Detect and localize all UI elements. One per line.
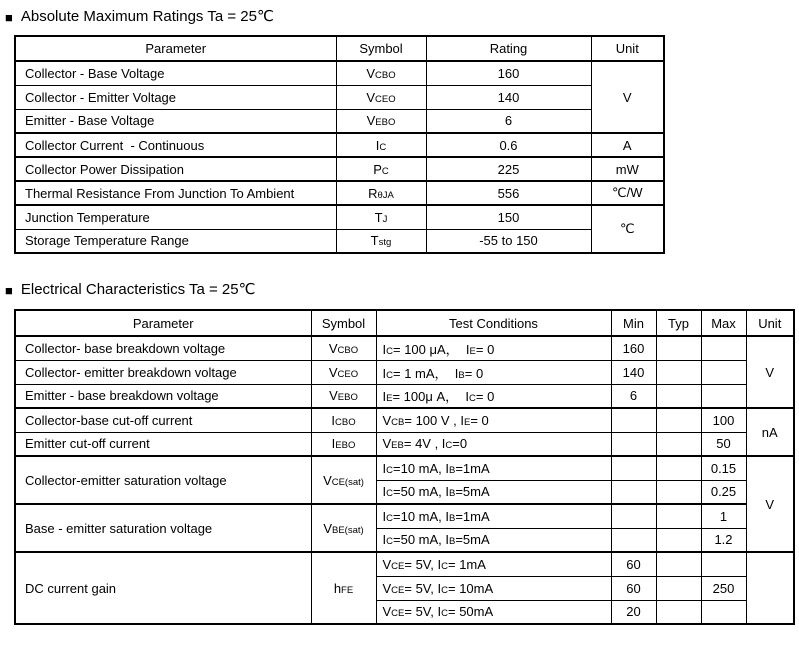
tc-cell: IC=50 mA, IB=5mA bbox=[376, 480, 611, 504]
min-cell: 20 bbox=[611, 600, 656, 624]
param-cell: Collector Current - Continuous bbox=[15, 133, 336, 157]
col-header-typ: Typ bbox=[656, 310, 701, 336]
square-bullet-icon: ■ bbox=[5, 282, 13, 298]
rating-cell: 160 bbox=[426, 61, 591, 85]
min-cell bbox=[611, 432, 656, 456]
rating-cell: 140 bbox=[426, 85, 591, 109]
unit-cell: V bbox=[591, 61, 664, 133]
tc-cell: VCE= 5V, IC= 1mA bbox=[376, 552, 611, 576]
typ-cell bbox=[656, 456, 701, 480]
param-cell: Collector - Base Voltage bbox=[15, 61, 336, 85]
symbol-cell: VEBO bbox=[311, 384, 376, 408]
col-header-test-conditions: Test Conditions bbox=[376, 310, 611, 336]
unit-cell: ℃/W bbox=[591, 181, 664, 205]
table-row bbox=[15, 384, 794, 408]
param-cell: Base - emitter saturation voltage bbox=[15, 504, 311, 552]
max-cell bbox=[701, 336, 746, 360]
typ-cell bbox=[656, 408, 701, 432]
tc-cell: VCE= 5V, IC= 10mA bbox=[376, 576, 611, 600]
tc-cell: IC= 1 mA， IB= 0 bbox=[376, 360, 611, 384]
param-cell: Collector Power Dissipation bbox=[15, 157, 336, 181]
unit-cell: V bbox=[746, 336, 794, 408]
col-header-min: Min bbox=[611, 310, 656, 336]
min-cell bbox=[611, 528, 656, 552]
col-header-unit: Unit bbox=[591, 36, 664, 61]
unit-cell: V bbox=[746, 456, 794, 552]
min-cell: 160 bbox=[611, 336, 656, 360]
col-header-symbol: Symbol bbox=[336, 36, 426, 61]
table-row bbox=[15, 336, 794, 360]
min-cell bbox=[611, 456, 656, 480]
typ-cell bbox=[656, 432, 701, 456]
symbol-cell: IC bbox=[336, 133, 426, 157]
unit-cell: nA bbox=[746, 408, 794, 456]
table-row bbox=[15, 432, 794, 456]
tc-cell: IE= 100μ A， IC= 0 bbox=[376, 384, 611, 408]
table-row bbox=[15, 85, 664, 109]
param-cell: Thermal Resistance From Junction To Ambient bbox=[15, 181, 336, 205]
table-row bbox=[15, 360, 794, 384]
typ-cell bbox=[656, 504, 701, 528]
max-cell: 50 bbox=[701, 432, 746, 456]
symbol-cell: IEBO bbox=[311, 432, 376, 456]
max-cell bbox=[701, 600, 746, 624]
max-cell bbox=[701, 552, 746, 576]
min-cell: 6 bbox=[611, 384, 656, 408]
tc-cell: VCE= 5V, IC= 50mA bbox=[376, 600, 611, 624]
rating-cell: 0.6 bbox=[426, 133, 591, 157]
table-row bbox=[15, 61, 664, 85]
min-cell: 60 bbox=[611, 576, 656, 600]
tc-cell: IC=10 mA, IB=1mA bbox=[376, 456, 611, 480]
table-row bbox=[15, 181, 664, 205]
min-cell: 140 bbox=[611, 360, 656, 384]
table-row bbox=[15, 504, 794, 528]
rating-cell: 150 bbox=[426, 205, 591, 229]
symbol-cell: TJ bbox=[336, 205, 426, 229]
param-cell: Emitter cut-off current bbox=[15, 432, 311, 456]
unit-cell: mW bbox=[591, 157, 664, 181]
min-cell bbox=[611, 504, 656, 528]
symbol-cell: RθJA bbox=[336, 181, 426, 205]
symbol-cell: VCBO bbox=[311, 336, 376, 360]
max-cell: 1 bbox=[701, 504, 746, 528]
symbol-cell: VCEO bbox=[311, 360, 376, 384]
param-cell: Junction Temperature bbox=[15, 205, 336, 229]
elec-char-section-title bbox=[5, 281, 799, 299]
typ-cell bbox=[656, 528, 701, 552]
table-row bbox=[15, 552, 794, 576]
rating-cell: 556 bbox=[426, 181, 591, 205]
min-cell bbox=[611, 408, 656, 432]
col-header-symbol: Symbol bbox=[311, 310, 376, 336]
max-cell: 100 bbox=[701, 408, 746, 432]
electrical-characteristics-table bbox=[14, 309, 795, 625]
col-header-parameter: Parameter bbox=[15, 310, 311, 336]
param-cell: DC current gain bbox=[15, 552, 311, 624]
symbol-cell: PC bbox=[336, 157, 426, 181]
max-cell bbox=[701, 360, 746, 384]
rating-cell: 6 bbox=[426, 109, 591, 133]
absolute-maximum-ratings-table bbox=[14, 35, 665, 254]
header-row bbox=[15, 36, 664, 61]
typ-cell bbox=[656, 552, 701, 576]
abs-max-title-text: Absolute Maximum Ratings Ta = 25℃ bbox=[20, 8, 274, 25]
param-cell: Storage Temperature Range bbox=[15, 229, 336, 253]
unit-cell: ℃ bbox=[591, 205, 664, 253]
tc-cell: VEB= 4V , IC=0 bbox=[376, 432, 611, 456]
tc-cell: IC=50 mA, IB=5mA bbox=[376, 528, 611, 552]
tc-cell: VCB= 100 V , IE= 0 bbox=[376, 408, 611, 432]
typ-cell bbox=[656, 360, 701, 384]
tc-cell: IC= 100 μA， IE= 0 bbox=[376, 336, 611, 360]
symbol-cell: VCEO bbox=[336, 85, 426, 109]
table-row bbox=[15, 229, 664, 253]
col-header-max: Max bbox=[701, 310, 746, 336]
table-row bbox=[15, 157, 664, 181]
elec-table-header bbox=[15, 310, 794, 336]
symbol-cell: VEBO bbox=[336, 109, 426, 133]
symbol-cell: VCBO bbox=[336, 61, 426, 85]
typ-cell bbox=[656, 336, 701, 360]
max-cell: 0.25 bbox=[701, 480, 746, 504]
max-cell: 0.15 bbox=[701, 456, 746, 480]
symbol-cell: VBE(sat) bbox=[311, 504, 376, 552]
symbol-cell: Tstg bbox=[336, 229, 426, 253]
col-header-parameter: Parameter bbox=[15, 36, 336, 61]
abs-max-section-title bbox=[5, 8, 799, 26]
header-row bbox=[15, 310, 794, 336]
typ-cell bbox=[656, 576, 701, 600]
min-cell bbox=[611, 480, 656, 504]
max-cell: 250 bbox=[701, 576, 746, 600]
table-row bbox=[15, 408, 794, 432]
col-header-unit: Unit bbox=[746, 310, 794, 336]
param-cell: Collector - Emitter Voltage bbox=[15, 85, 336, 109]
unit-cell bbox=[746, 552, 794, 624]
symbol-cell: VCE(sat) bbox=[311, 456, 376, 504]
col-header-rating: Rating bbox=[426, 36, 591, 61]
typ-cell bbox=[656, 600, 701, 624]
abs-table-header bbox=[15, 36, 664, 61]
param-cell: Collector- emitter breakdown voltage bbox=[15, 360, 311, 384]
symbol-cell: ICBO bbox=[311, 408, 376, 432]
typ-cell bbox=[656, 480, 701, 504]
rating-cell: 225 bbox=[426, 157, 591, 181]
max-cell bbox=[701, 384, 746, 408]
param-cell: Collector-base cut-off current bbox=[15, 408, 311, 432]
table-row bbox=[15, 456, 794, 480]
square-bullet-icon: ■ bbox=[5, 9, 13, 25]
elec-char-title-text: Electrical Characteristics Ta = 25℃ bbox=[20, 281, 256, 298]
param-cell: Collector-emitter saturation voltage bbox=[15, 456, 311, 504]
param-cell: Emitter - Base Voltage bbox=[15, 109, 336, 133]
typ-cell bbox=[656, 384, 701, 408]
symbol-cell: hFE bbox=[311, 552, 376, 624]
rating-cell: -55 to 150 bbox=[426, 229, 591, 253]
table-row bbox=[15, 109, 664, 133]
max-cell: 1.2 bbox=[701, 528, 746, 552]
unit-cell: A bbox=[591, 133, 664, 157]
tc-cell: IC=10 mA, IB=1mA bbox=[376, 504, 611, 528]
table-row bbox=[15, 205, 664, 229]
param-cell: Collector- base breakdown voltage bbox=[15, 336, 311, 360]
table-row bbox=[15, 133, 664, 157]
param-cell: Emitter - base breakdown voltage bbox=[15, 384, 311, 408]
min-cell: 60 bbox=[611, 552, 656, 576]
